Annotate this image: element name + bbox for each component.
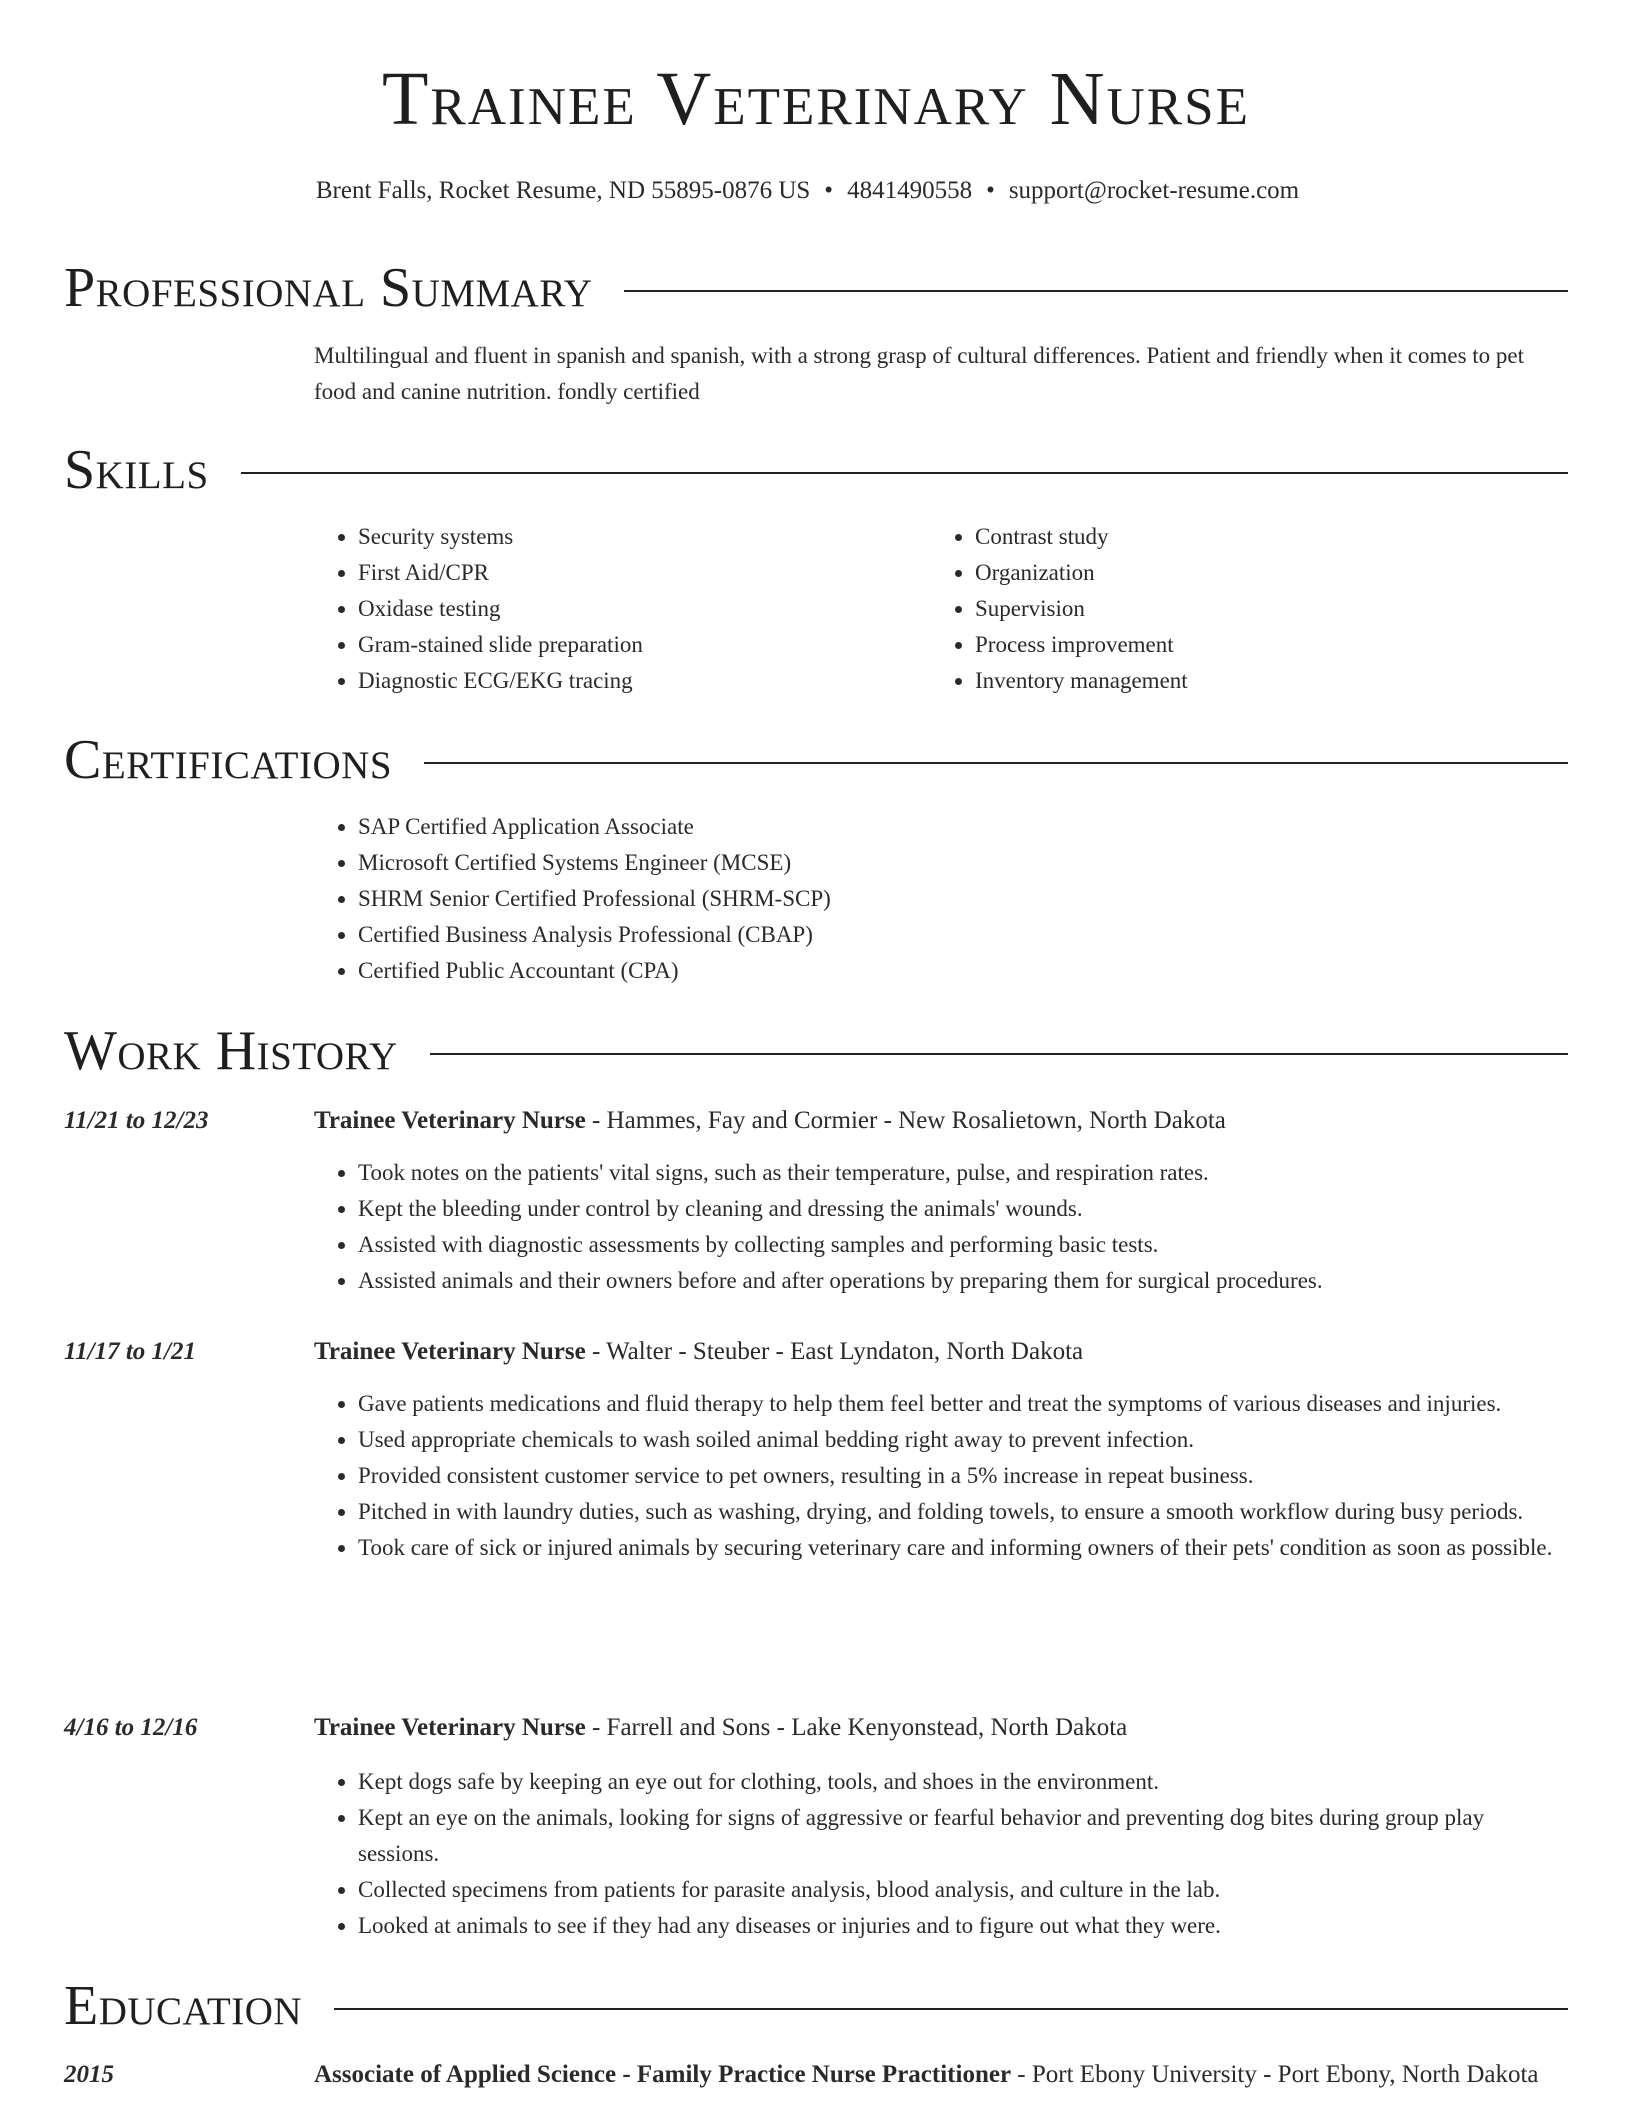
skill-item: • Oxidase testing bbox=[358, 591, 931, 627]
job-dates: 11/17 to 1/21 bbox=[64, 1338, 196, 1365]
section-divider bbox=[334, 2008, 1568, 2010]
section-title: Work History bbox=[64, 1020, 398, 1082]
skill-item: • Security systems bbox=[358, 519, 931, 555]
skill-item: • Process improvement bbox=[975, 627, 1548, 663]
job-bullet: • Kept an eye on the animals, looking for signs of aggressive or fearful behavior and preventing dog bites during group play sessions. bbox=[358, 1800, 1570, 1872]
section-header-certifications bbox=[64, 729, 1568, 791]
resume-name: Trainee Veterinary Nurse bbox=[382, 57, 1250, 141]
skill-item: • First Aid/CPR bbox=[358, 555, 931, 591]
certification-item: • SHRM Senior Certified Professional (SHRM-SCP) bbox=[358, 881, 1570, 917]
section-divider bbox=[424, 762, 1568, 764]
job-bullet: • Took notes on the patients' vital signs, such as their temperature, pulse, and respiration rates. bbox=[358, 1155, 1570, 1191]
job-bullet: • Pitched in with laundry duties, such as washing, drying, and folding towels, to ensure a smooth workflow during busy periods. bbox=[358, 1494, 1570, 1530]
certifications-list bbox=[314, 809, 1570, 989]
section-header-skills bbox=[64, 439, 1568, 501]
section-title: Skills bbox=[64, 439, 209, 501]
job-employer: - Hammes, Fay and Cormier - New Rosalietown, North Dakota bbox=[585, 1107, 1226, 1134]
section-title: Certifications bbox=[64, 729, 393, 791]
skills-column-right bbox=[931, 519, 1548, 699]
job-employer: - Walter - Steuber - East Lyndaton, North Dakota bbox=[585, 1338, 1084, 1365]
skill-item: • Diagnostic ECG/EKG tracing bbox=[358, 663, 931, 699]
education-school: - Port Ebony University - Port Ebony, North Dakota bbox=[1011, 2061, 1539, 2088]
certification-item: • Certified Public Accountant (CPA) bbox=[358, 953, 1570, 989]
contact-separator: • bbox=[824, 177, 834, 204]
job-bullet: • Looked at animals to see if they had any diseases or injuries and to figure out what they were. bbox=[358, 1908, 1570, 1944]
job-bullet: • Collected specimens from patients for parasite analysis, blood analysis, and culture in the lab. bbox=[358, 1872, 1570, 1908]
section-divider bbox=[624, 290, 1568, 292]
section-header-education bbox=[64, 1975, 1568, 2037]
job-bullet: • Assisted animals and their owners before and after operations by preparing them for surgical procedures. bbox=[358, 1263, 1570, 1299]
certification-item: • SAP Certified Application Associate bbox=[358, 809, 1570, 845]
section-header-work-history bbox=[64, 1020, 1568, 1082]
skills-column-left bbox=[314, 519, 931, 699]
skill-item: • Organization bbox=[975, 555, 1548, 591]
contact-phone: 4841490558 bbox=[847, 177, 973, 204]
job-title-line bbox=[314, 1709, 1570, 1747]
job-bullet: • Took care of sick or injured animals by securing veterinary care and informing owners of their pets' condition as soon as possible. bbox=[358, 1530, 1570, 1566]
job-bullet: • Used appropriate chemicals to wash soiled animal bedding right away to prevent infection. bbox=[358, 1422, 1570, 1458]
job-bullet: • Kept dogs safe by keeping an eye out for clothing, tools, and shoes in the environment. bbox=[358, 1764, 1570, 1800]
section-divider bbox=[241, 472, 1568, 474]
contact-email: support@rocket-resume.com bbox=[1008, 177, 1300, 204]
skill-item: • Gram-stained slide preparation bbox=[358, 627, 931, 663]
job-title: Trainee Veterinary Nurse bbox=[314, 1714, 586, 1741]
section-divider bbox=[430, 1053, 1568, 1055]
section-title: Education bbox=[64, 1975, 303, 2037]
job-bullet: • Kept the bleeding under control by cleaning and dressing the animals' wounds. bbox=[358, 1191, 1570, 1227]
skill-item: • Supervision bbox=[975, 591, 1548, 627]
section-header-summary bbox=[64, 257, 1568, 319]
job-title: Trainee Veterinary Nurse bbox=[314, 1107, 586, 1134]
job-bullet: • Gave patients medications and fluid therapy to help them feel better and treat the symptoms of various diseases and injuries. bbox=[358, 1386, 1570, 1422]
skill-item: • Inventory management bbox=[975, 663, 1548, 699]
skill-item: • Contrast study bbox=[975, 519, 1548, 555]
job-title-line bbox=[314, 1333, 1570, 1371]
certification-item: • Microsoft Certified Systems Engineer (MCSE) bbox=[358, 845, 1570, 881]
section-title: Professional Summary bbox=[64, 257, 593, 319]
job-dates: 4/16 to 12/16 bbox=[64, 1714, 198, 1741]
job-bullet: • Assisted with diagnostic assessments by collecting samples and performing basic tests. bbox=[358, 1227, 1570, 1263]
contact-separator: • bbox=[986, 177, 995, 204]
job-employer: - Farrell and Sons - Lake Kenyonstead, North Dakota bbox=[585, 1714, 1128, 1741]
summary-text: Multilingual and fluent in spanish and spanish, with a strong grasp of cultural differences. Patient and friendly when it comes to pet food and canine nutrition. fondly certified bbox=[314, 343, 1525, 404]
certification-item: • Certified Business Analysis Professional (CBAP) bbox=[358, 917, 1570, 953]
job-dates: 11/21 to 12/23 bbox=[64, 1107, 209, 1134]
job-title-line bbox=[314, 1102, 1570, 1140]
skills-list bbox=[314, 519, 1570, 699]
job-title: Trainee Veterinary Nurse bbox=[314, 1338, 586, 1365]
contact-line bbox=[0, 174, 1615, 208]
education-year: 2015 bbox=[64, 2061, 114, 2088]
job-bullets bbox=[314, 1386, 1570, 1566]
contact-address: Brent Falls, Rocket Resume, ND 55895-0876 US bbox=[315, 177, 811, 204]
job-bullets bbox=[314, 1764, 1570, 1944]
education-entry bbox=[314, 2056, 1570, 2094]
job-bullet: • Provided consistent customer service to pet owners, resulting in a 5% increase in repeat business. bbox=[358, 1458, 1570, 1494]
education-degree: Associate of Applied Science - Family Practice Nurse Practitioner bbox=[314, 2061, 1012, 2088]
job-bullets bbox=[314, 1155, 1570, 1299]
